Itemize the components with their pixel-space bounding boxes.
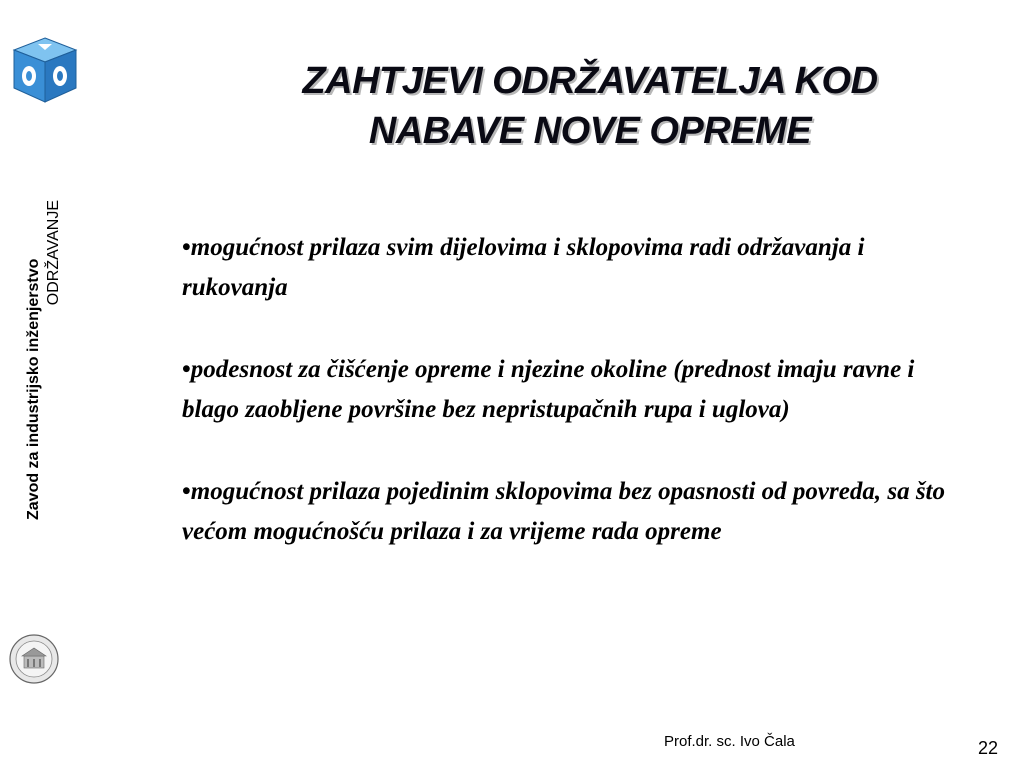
bullet-item (182, 228, 972, 308)
bullet-item (182, 350, 972, 430)
bullet-text: podesnost za čišćenje opreme i njezine okoline (prednost imaju ravne i blago zaobljene površine bez nepristupačnih rupa i uglova) (182, 356, 915, 423)
page-number: 22 (978, 738, 999, 758)
bullet-marker: • (182, 356, 191, 383)
institute-cube-logo (12, 36, 78, 104)
institute-name: Zavod za industrijsko inženjerstvo (25, 258, 42, 520)
subject-name: ODRŽAVANJE (45, 200, 62, 306)
slide-title (200, 56, 980, 156)
bullet-text: mogućnost prilaza svim dijelovima i sklopovima radi održavanja i rukovanja (182, 234, 865, 301)
bullet-item (182, 472, 972, 552)
sidebar-label (24, 200, 64, 520)
footer-author: Prof.dr. sc. Ivo Čala (664, 733, 795, 750)
bullet-marker: • (182, 478, 191, 505)
bullet-list (182, 228, 972, 594)
bullet-text: mogućnost prilaza pojedinim sklopovima bez opasnosti od povreda, sa što većom mogućnošću prilaza i za vrijeme rada opreme (182, 478, 945, 545)
title-line-2: NABAVE NOVE OPREME (368, 110, 812, 152)
university-seal-icon (9, 634, 59, 684)
title-line-1: ZAHTJEVI ODRŽAVATELJA KOD (302, 60, 878, 102)
bullet-marker: • (182, 234, 191, 261)
